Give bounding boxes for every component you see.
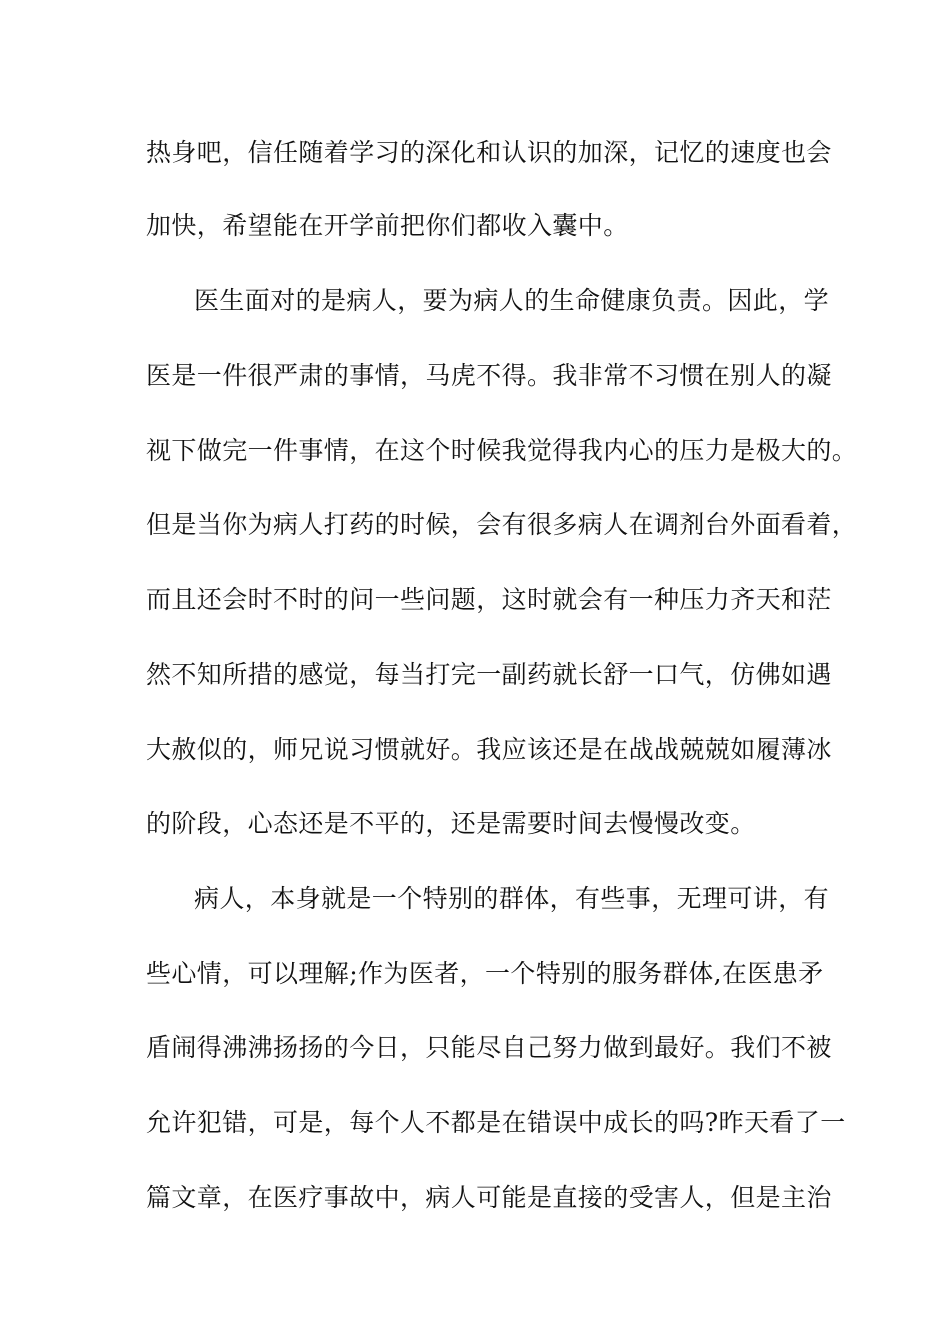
text-line: 的阶段，心态还是不平的，还是需要时间去慢慢改变。 bbox=[146, 809, 756, 838]
text-line: 篇文章，在医疗事故中，病人可能是直接的受害人，但是主治 bbox=[146, 1183, 832, 1212]
paragraph-start-line: 病人，本身就是一个特别的群体，有些事，无理可讲，有 bbox=[194, 884, 830, 913]
paragraph-start-line: 医生面对的是病人，要为病人的生命健康负责。因此，学 bbox=[194, 286, 830, 315]
text-line: 而且还会时不时的问一些问题，这时就会有一种压力齐天和茫 bbox=[146, 585, 832, 614]
text-line: 但是当你为病人打药的时候，会有很多病人在调剂台外面看着， bbox=[146, 510, 858, 539]
text-line: 热身吧，信任随着学习的深化和认识的加深，记忆的速度也会 bbox=[146, 138, 832, 167]
text-line: 加快，希望能在开学前把你们都收入囊中。 bbox=[146, 211, 629, 240]
text-line: 些心情，可以理解;作为医者，一个特别的服务群体,在医患矛 bbox=[146, 959, 824, 988]
text-line: 允许犯错，可是，每个人不都是在错误中成长的吗?昨天看了一 bbox=[146, 1108, 846, 1137]
text-line: 然不知所措的感觉，每当打完一副药就长舒一口气，仿佛如遇 bbox=[146, 660, 832, 689]
text-line: 大赦似的，师兄说习惯就好。我应该还是在战战兢兢如履薄冰 bbox=[146, 735, 832, 764]
text-line: 医是一件很严肃的事情，马虎不得。我非常不习惯在别人的凝 bbox=[146, 361, 832, 390]
text-line: 视下做完一件事情，在这个时候我觉得我内心的压力是极大的。 bbox=[146, 436, 858, 465]
text-line: 盾闹得沸沸扬扬的今日，只能尽自己努力做到最好。我们不被 bbox=[146, 1033, 832, 1062]
